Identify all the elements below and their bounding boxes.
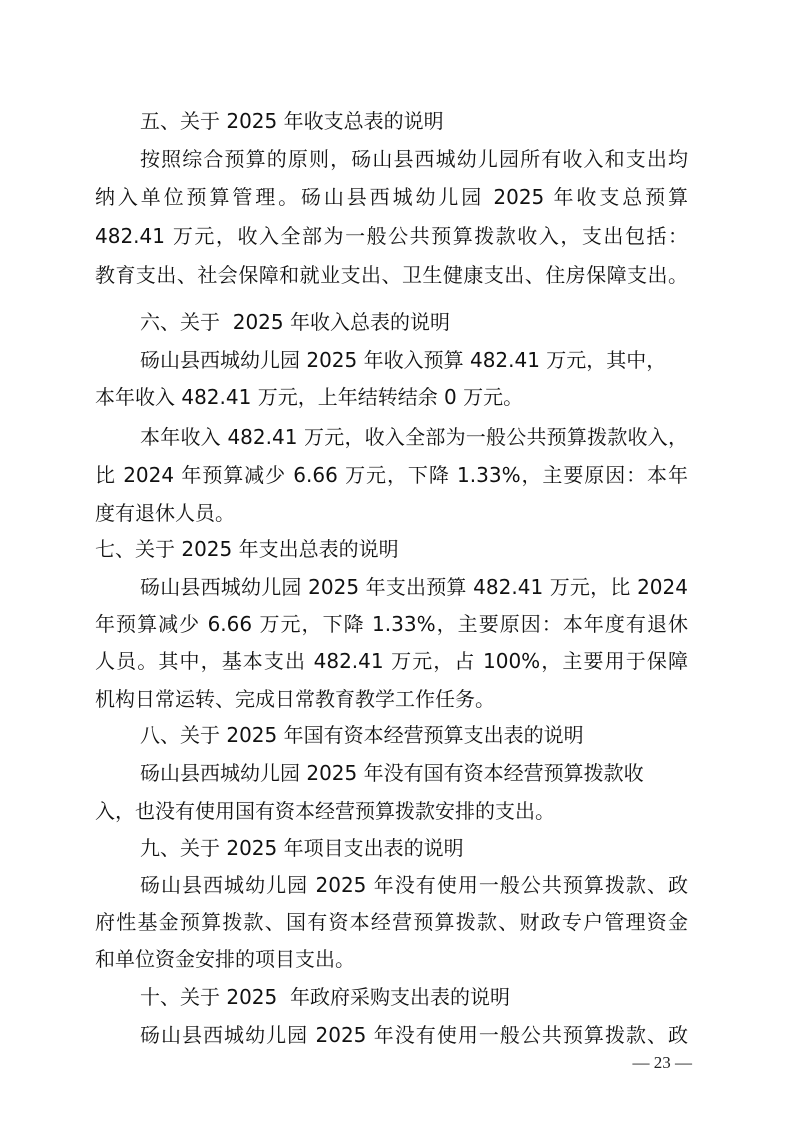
paragraph-line: 人员。其中，基本支出 482.41 万元，占 100%，主要用于保障	[95, 649, 688, 673]
paragraph-line: 本年收入 482.41 万元，上年结转结余 0 万元。	[95, 385, 524, 409]
paragraph-line: 比 2024 年预算减少 6.66 万元，下降 1.33%，主要原因：本年	[95, 463, 688, 487]
section-heading: 七、关于 2025 年支出总表的说明	[95, 537, 399, 561]
paragraph-line: 入，也没有使用国有资本经营预算拨款安排的支出。	[95, 799, 555, 823]
section-heading: 六、关于 2025 年收入总表的说明	[140, 310, 450, 334]
paragraph-line: 年预算减少 6.66 万元，下降 1.33%，主要原因：本年度有退休	[95, 612, 688, 636]
paragraph-line: 机构日常运转、完成日常教育教学工作任务。	[95, 687, 495, 711]
paragraph-line: 府性基金预算拨款、国有资本经营预算拨款、财政专户管理资金	[95, 910, 688, 934]
paragraph-line: 纳入单位预算管理。砀山县西城幼儿园 2025 年收支总预算	[95, 185, 688, 209]
paragraph-line: 482.41 万元，收入全部为一般公共预算拨款收入，支出包括：	[95, 224, 688, 248]
paragraph-line: 砀山县西城幼儿园 2025 年没有使用一般公共预算拨款、政	[140, 873, 688, 897]
paragraph-line: 砀山县西城幼儿园 2025 年没有国有资本经营预算拨款收	[140, 761, 644, 785]
page-number: — 23 —	[632, 1053, 692, 1072]
section-heading: 九、关于 2025 年项目支出表的说明	[140, 836, 464, 860]
paragraph-line: 本年收入 482.41 万元，收入全部为一般公共预算拨款收入，	[140, 425, 688, 449]
section-heading: 五、关于 2025 年收支总表的说明	[140, 109, 444, 133]
paragraph-line: 教育支出、社会保障和就业支出、卫生健康支出、住房保障支出。	[95, 263, 688, 287]
paragraph-line: 度有退休人员。	[95, 501, 235, 525]
paragraph-line: 砀山县西城幼儿园 2025 年收入预算 482.41 万元，其中，	[140, 348, 667, 372]
paragraph-line: 砀山县西城幼儿园 2025 年没有使用一般公共预算拨款、政	[140, 1023, 688, 1047]
section-heading: 十、关于 2025 年政府采购支出表的说明	[140, 985, 510, 1009]
paragraph-line: 和单位资金安排的项目支出。	[95, 947, 355, 971]
paragraph-line: 按照综合预算的原则，砀山县西城幼儿园所有收入和支出均	[140, 147, 688, 171]
section-heading: 八、关于 2025 年国有资本经营预算支出表的说明	[140, 723, 584, 747]
paragraph-line: 砀山县西城幼儿园 2025 年支出预算 482.41 万元，比 2024	[140, 575, 688, 599]
